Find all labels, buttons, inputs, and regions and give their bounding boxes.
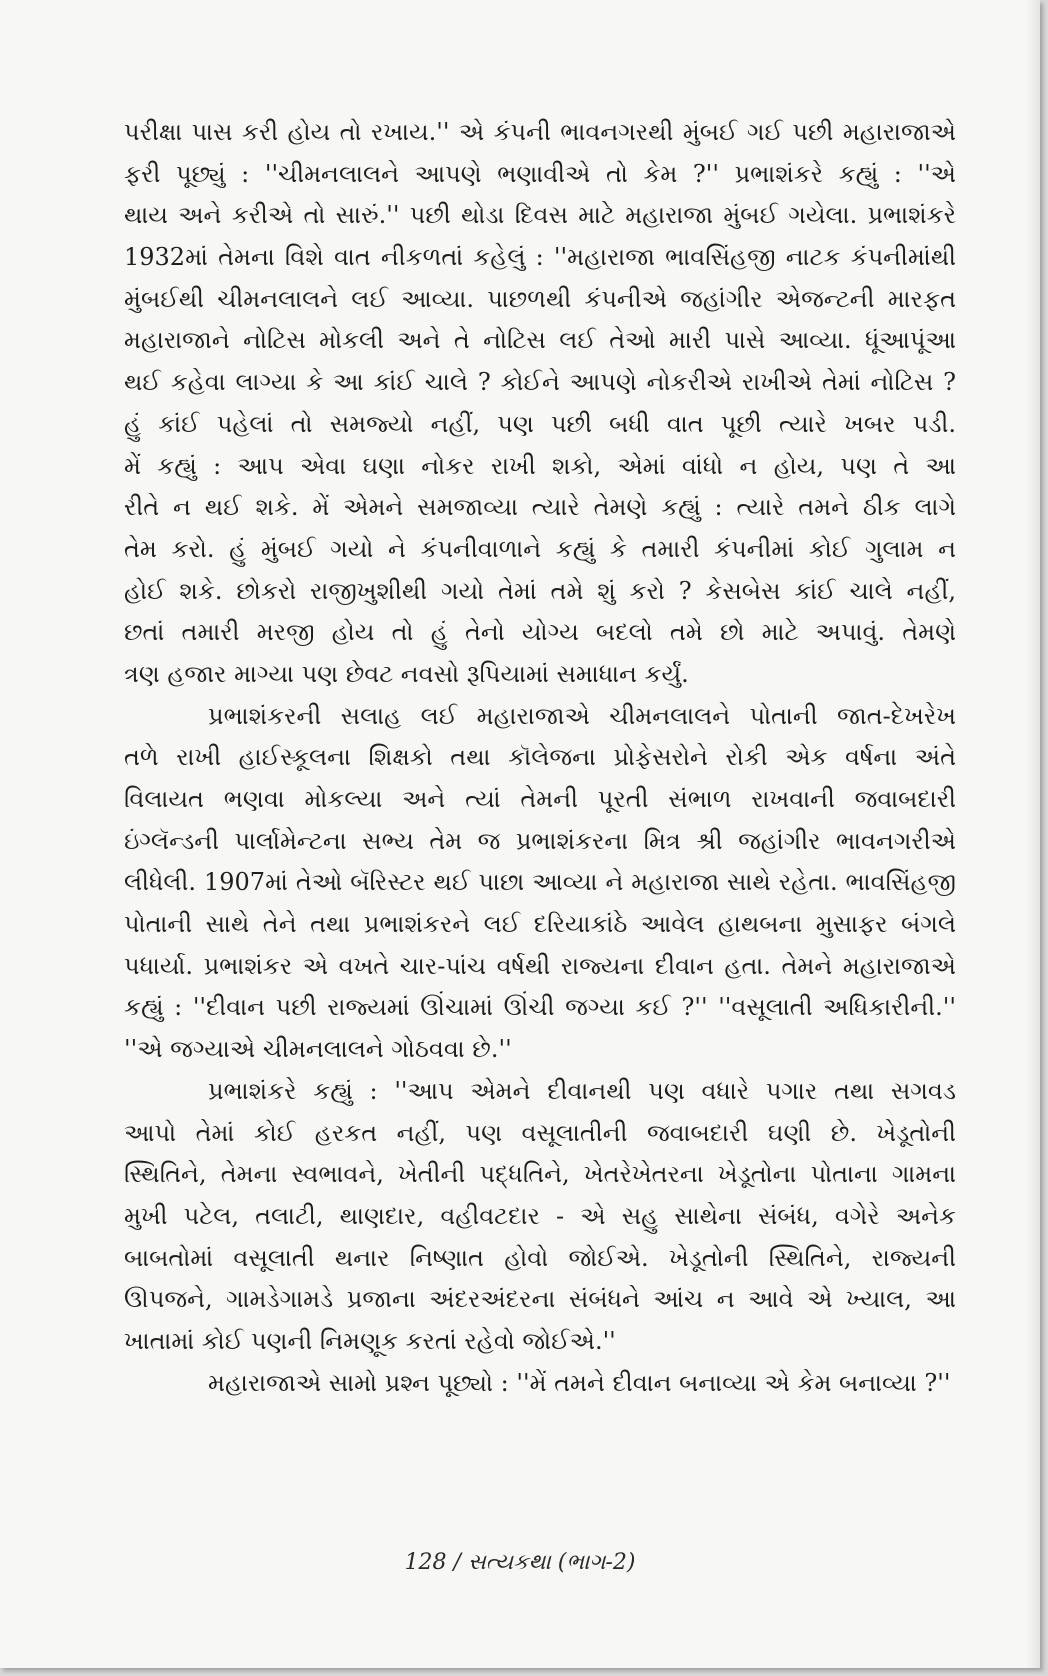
- text-line: 1932માં તેમના વિશે વાત નીકળતાં કહેલું : ''મહારાજા ભાવસિંહજી નાટક કંપનીમાંથી: [124, 243, 956, 272]
- text-line: મહારાજાએ સામો પ્રશ્ન પૂછ્યો : ''મેં તમને દીવાન બનાવ્યા એ કેમ બનાવ્યા ?'': [208, 1368, 951, 1397]
- paragraph: [124, 1363, 956, 1405]
- text-line: આપો તેમાં કોઈ હરકત નહીં, પણ વસૂલાતીની જવાબદારી ઘણી છે. ખેડૂતોની: [124, 1118, 956, 1147]
- text-line: ફરી પૂછ્યું : ''ચીમનલાલને આપણે ભણાવીએ તો કેમ ?'' પ્રભાશંકરે કહ્યું : ''એ: [124, 159, 956, 188]
- text-line: તળે રાખી હાઈસ્કૂલના શિક્ષકો તથા કૉલેજના પ્રોફેસરોને રોકી એક વર્ષના અંતે: [124, 743, 956, 772]
- text-line: ઊપજને, ગામડેગામડે પ્રજાના અંદરઅંદરના સંબંધને આંચ ન આવે એ ખ્યાલ, આ: [124, 1285, 956, 1314]
- text-line: થઈ કહેવા લાગ્યા કે આ કાંઈ ચાલે ? કોઈને આપણે નોકરીએ રાખીએ તેમાં નોટિસ ?: [124, 368, 956, 397]
- text-line: પોતાની સાથે તેને તથા પ્રભાશંકરને લઈ દરિયાકાંઠે આવેલ હાથબના મુસાફર બંગલે: [124, 910, 956, 939]
- text-line: સ્થિતિને, તેમના સ્વભાવને, ખેતીની પદ્ધતિને, ખેતરેખેતરના ખેડૂતોના પોતાના ગામના: [124, 1160, 956, 1189]
- text-line: મુખી પટેલ, તલાટી, થાણદાર, વહીવટદાર - એ સહુ સાથેના સંબંધ, વગેરે અનેક: [124, 1201, 956, 1230]
- text-line: વિલાયત ભણવા મોકલ્યા અને ત્યાં તેમની પૂરતી સંભાળ રાખવાની જવાબદારી: [124, 785, 956, 813]
- text-line: પધાર્યા. પ્રભાશંકર એ વખતે ચાર-પાંચ વર્ષથી રાજ્યના દીવાન હતા. તેમને મહારાજાએ: [124, 951, 956, 980]
- text-line: તેમ કરો. હું મુંબઈ ગયો ને કંપનીવાળાને કહ્યું કે તમારી કંપનીમાં કોઈ ગુલામ ન: [124, 534, 956, 563]
- text-line: ''એ જગ્યાએ ચીમનલાલને ગોઠવવા છે.'': [124, 1035, 512, 1064]
- text-line: મેં કહ્યું : આપ એવા ઘણા નોકર રાખી શકો, એમાં વાંધો ન હોય, પણ તે આ: [124, 451, 956, 480]
- text-line: રીતે ન થઈ શકે. મેં એમને સમજાવ્યા ત્યારે તેમણે કહ્યું : ત્યારે તમને ઠીક લાગે: [124, 493, 956, 522]
- text-line: ખાતામાં કોઈ પણની નિમણૂક કરતાં રહેવો જોઈએ.'': [124, 1326, 616, 1355]
- paragraph: [124, 696, 956, 1071]
- text-line: છતાં તમારી મરજી હોય તો હું તેનો યોગ્ય બદલો તમે છો માટે અપાવું. તેમણે: [124, 618, 956, 647]
- text-line: ત્રણ હજાર માગ્યા પણ છેવટ નવસો રૂપિયામાં સમાધાન કર્યું.: [124, 659, 689, 688]
- text-line: લીધેલી. 1907માં તેઓ બૅરિસ્ટર થઈ પાછા આવ્યા ને મહારાજા સાથે રહેતા. ભાવસિંહજી: [124, 868, 956, 897]
- text-line: હોઈ શકે. છોકરો રાજીખુશીથી ગયો તેમાં તમે શું કરો ? કેસબેસ કાંઈ ચાલે નહીં,: [124, 576, 956, 605]
- paragraph: [124, 112, 956, 696]
- text-line: પરીક્ષા પાસ કરી હોય તો રખાય.'' એ કંપની ભાવનગરથી મુંબઈ ગઈ પછી મહારાજાએ: [124, 118, 956, 146]
- paragraph: [124, 1071, 956, 1363]
- text-line: બાબતોમાં વસૂલાતી થનાર નિષ્ણાત હોવો જોઈએ. ખેડૂતોની સ્થિતિને, રાજ્યની: [124, 1243, 956, 1272]
- body-text: [124, 112, 956, 1404]
- text-line: હું કાંઈ પહેલાં તો સમજ્યો નહીં, પણ પછી બધી વાત પૂછી ત્યારે ખબર પડી.: [124, 409, 956, 438]
- page-footer: 128 / સત્યકથા (ભાગ-2): [404, 1550, 636, 1575]
- text-line: ઇંગ્લૅન્ડની પાર્લામેન્ટના સભ્ય તેમ જ પ્રભાશંકરના મિત્ર શ્રી જહાંગીર ભાવનગરીએ: [124, 826, 956, 855]
- text-line: પ્રભાશંકરની સલાહ લઈ મહારાજાએ ચીમનલાલને પોતાની જાત-દેખરેખ: [208, 701, 956, 730]
- text-line: મહારાજાને નોટિસ મોકલી અને તે નોટિસ લઈ તેઓ મારી પાસે આવ્યા. ધૂંઆપૂંઆ: [124, 326, 956, 355]
- text-line: મુંબઈથી ચીમનલાલને લઈ આવ્યા. પાછળથી કંપનીએ જહાંગીર એજન્ટની મારફત: [124, 284, 956, 313]
- text-line: થાય અને કરીએ તો સારું.'' પછી થોડા દિવસ માટે મહારાજા મુંબઈ ગયેલા. પ્રભાશંકરે: [124, 201, 956, 230]
- text-line: પ્રભાશંકરે કહ્યું : ''આપ એમને દીવાનથી પણ વધારે પગાર તથા સગવડ: [208, 1076, 956, 1105]
- text-line: કહ્યું : ''દીવાન પછી રાજ્યમાં ઊંચામાં ઊંચી જગ્યા કઈ ?'' ''વસૂલાતી અધિકારીની.'': [124, 993, 956, 1022]
